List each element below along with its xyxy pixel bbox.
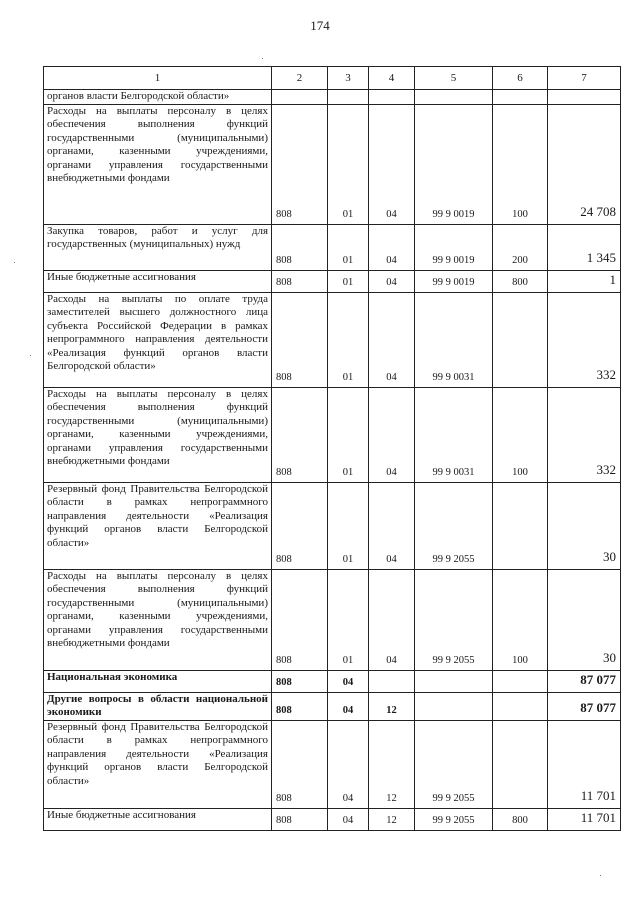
cell-rz: 01 [328, 292, 369, 387]
table-row [44, 270, 621, 292]
cell-cs: 99 9 2055 [415, 482, 493, 569]
cell-rz: 04 [328, 720, 369, 808]
cell-gr [272, 90, 328, 105]
cell-name: Закупка товаров, работ и услуг для государственных (муниципальных) нужд [44, 224, 272, 270]
table-body [44, 67, 621, 831]
cell-name: Другие вопросы в области национальной экономики [44, 692, 272, 720]
cell-vr: 100 [493, 104, 548, 224]
page-number: 174 [310, 18, 330, 33]
cell-sum [548, 90, 621, 105]
table-header-row [44, 67, 621, 90]
cell-vr [493, 720, 548, 808]
budget-table [43, 66, 621, 831]
cell-cs: 99 9 0019 [415, 104, 493, 224]
cell-sum: 87 077 [548, 670, 621, 692]
cell-name: Расходы на выплаты персоналу в целях обеспечения выполнения функций государственными (муниципальными) органами, казенными учреждениями, органами управления государственными внебюджетными фондами [44, 569, 272, 670]
table-row [44, 292, 621, 387]
cell-pr: 04 [369, 292, 415, 387]
cell-sum: 11 701 [548, 808, 621, 830]
cell-cs: 99 9 0019 [415, 270, 493, 292]
cell-gr: 808 [272, 292, 328, 387]
cell-gr: 808 [272, 224, 328, 270]
cell-vr [493, 90, 548, 105]
table-row [44, 387, 621, 482]
table-row [44, 808, 621, 830]
cell-pr: 04 [369, 387, 415, 482]
cell-rz: 01 [328, 387, 369, 482]
cell-rz: 04 [328, 692, 369, 720]
cell-gr: 808 [272, 270, 328, 292]
cell-pr: 04 [369, 482, 415, 569]
column-header: 3 [328, 67, 369, 90]
scan-speck [600, 875, 601, 876]
cell-vr: 800 [493, 270, 548, 292]
table-row [44, 720, 621, 808]
scan-speck [14, 262, 15, 263]
cell-gr: 808 [272, 482, 328, 569]
cell-vr: 200 [493, 224, 548, 270]
cell-pr: 12 [369, 808, 415, 830]
cell-gr: 808 [272, 387, 328, 482]
cell-sum: 1 345 [548, 224, 621, 270]
cell-gr: 808 [272, 104, 328, 224]
column-header: 5 [415, 67, 493, 90]
cell-name: Расходы на выплаты по оплате труда заместителей высшего должностного лица субъекта Российской Федерации в рамках непрограммного направления деятельности «Реализация функций органов власти Белгородской области» [44, 292, 272, 387]
cell-rz: 01 [328, 270, 369, 292]
cell-sum: 24 708 [548, 104, 621, 224]
cell-pr [369, 90, 415, 105]
column-header: 7 [548, 67, 621, 90]
cell-gr: 808 [272, 569, 328, 670]
cell-name: Национальная экономика [44, 670, 272, 692]
cell-cs: 99 9 0031 [415, 387, 493, 482]
scan-speck [30, 355, 31, 356]
cell-gr: 808 [272, 720, 328, 808]
cell-vr [493, 692, 548, 720]
cell-vr [493, 482, 548, 569]
cell-rz: 01 [328, 569, 369, 670]
cell-cs [415, 90, 493, 105]
cell-pr [369, 670, 415, 692]
cell-pr: 04 [369, 569, 415, 670]
cell-vr [493, 292, 548, 387]
cell-cs: 99 9 2055 [415, 569, 493, 670]
cell-gr: 808 [272, 670, 328, 692]
scan-speck [262, 58, 263, 59]
cell-sum: 87 077 [548, 692, 621, 720]
cell-pr: 04 [369, 104, 415, 224]
cell-name: Расходы на выплаты персоналу в целях обеспечения выполнения функций государственными (муниципальными) органами, казенными учреждениями, органами управления государственными внебюджетными фондами [44, 387, 272, 482]
column-header: 2 [272, 67, 328, 90]
cell-rz: 04 [328, 670, 369, 692]
cell-gr: 808 [272, 808, 328, 830]
cell-sum: 11 701 [548, 720, 621, 808]
column-header: 4 [369, 67, 415, 90]
cell-cs: 99 9 0019 [415, 224, 493, 270]
cell-name: Резервный фонд Правительства Белгородской области в рамках непрограммного направления деятельности «Реализация функций органов власти Белгородской области» [44, 482, 272, 569]
cell-name: Иные бюджетные ассигнования [44, 808, 272, 830]
cell-vr: 100 [493, 387, 548, 482]
cell-pr: 12 [369, 720, 415, 808]
table-row [44, 90, 621, 105]
cell-pr: 04 [369, 224, 415, 270]
table-row [44, 569, 621, 670]
column-header: 6 [493, 67, 548, 90]
cell-name: Резервный фонд Правительства Белгородской области в рамках непрограммного направления деятельности «Реализация функций органов власти Белгородской области» [44, 720, 272, 808]
cell-gr: 808 [272, 692, 328, 720]
cell-cs [415, 670, 493, 692]
cell-rz: 01 [328, 224, 369, 270]
cell-rz: 01 [328, 482, 369, 569]
cell-sum: 30 [548, 482, 621, 569]
cell-sum: 1 [548, 270, 621, 292]
cell-cs [415, 692, 493, 720]
table-row [44, 224, 621, 270]
table-row [44, 692, 621, 720]
cell-rz: 04 [328, 808, 369, 830]
cell-cs: 99 9 0031 [415, 292, 493, 387]
cell-cs: 99 9 2055 [415, 720, 493, 808]
column-header: 1 [44, 67, 272, 90]
cell-cs: 99 9 2055 [415, 808, 493, 830]
cell-vr [493, 670, 548, 692]
cell-sum: 332 [548, 387, 621, 482]
cell-rz: 01 [328, 104, 369, 224]
table-row [44, 482, 621, 569]
cell-pr: 12 [369, 692, 415, 720]
table-row [44, 104, 621, 224]
cell-name: органов власти Белгородской области» [44, 90, 272, 105]
cell-sum: 30 [548, 569, 621, 670]
cell-rz [328, 90, 369, 105]
table-row [44, 670, 621, 692]
cell-pr: 04 [369, 270, 415, 292]
cell-sum: 332 [548, 292, 621, 387]
cell-vr: 100 [493, 569, 548, 670]
cell-name: Иные бюджетные ассигнования [44, 270, 272, 292]
cell-name: Расходы на выплаты персоналу в целях обеспечения выполнения функций государственными (муниципальными) органами, казенными учреждениями, органами управления государственными внебюджетными фондами [44, 104, 272, 224]
cell-vr: 800 [493, 808, 548, 830]
